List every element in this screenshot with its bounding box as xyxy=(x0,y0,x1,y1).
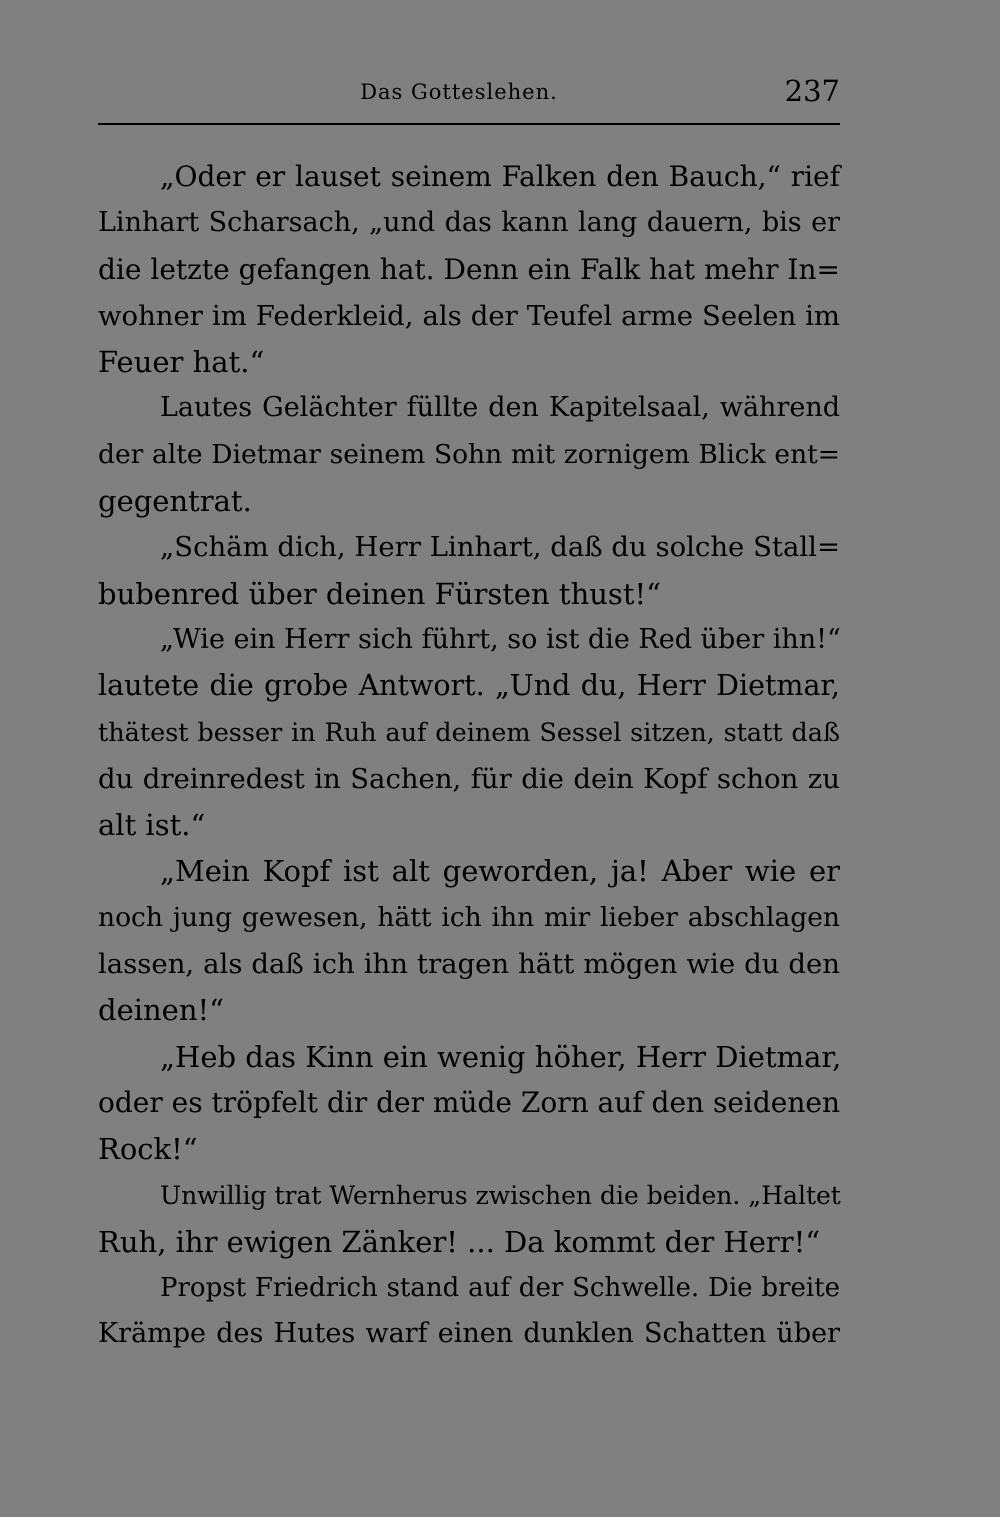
text-line: lassen, als daß ich ihn tragen hätt mögen wie du den xyxy=(98,948,840,981)
text-line: Rock!“ xyxy=(98,1132,198,1167)
running-title: Das Gotteslehen. xyxy=(360,80,558,104)
text-line: der alte Dietmar seinem Sohn mit zornigem Blick ent= xyxy=(98,438,840,470)
text-line: „Oder er lauset seinem Falken den Bauch,“ rief xyxy=(160,160,840,193)
text-line: „Mein Kopf ist alt geworden, ja! Aber wie er xyxy=(160,854,840,889)
text-line: thätest besser in Ruh auf deinem Sessel sitzen, statt daß xyxy=(98,717,840,748)
text-line: lautete die grobe Antwort. „Und du, Herr Dietmar, xyxy=(98,669,840,703)
text-line: bubenred über deinen Fürsten thust!“ xyxy=(98,576,661,611)
text-line: alt ist.“ xyxy=(98,808,206,843)
text-line: wohner im Federkleid, als der Teufel arme Seelen im xyxy=(98,299,840,332)
page-header xyxy=(98,74,840,118)
text-line: gegentrat. xyxy=(98,484,252,519)
text-line: „Heb das Kinn ein wenig höher, Herr Dietmar, xyxy=(160,1039,842,1074)
text-line: „Schäm dich, Herr Linhart, daß du solche Stall= xyxy=(160,531,840,564)
text-line: „Wie ein Herr sich führt, so ist die Red über ihn!“ xyxy=(160,623,841,655)
text-line: Ruh, ihr ewigen Zänker! ... Da kommt der Herr!“ xyxy=(98,1224,821,1259)
text-line: Lautes Gelächter füllte den Kapitelsaal, während xyxy=(160,392,840,424)
text-line: du dreinredest in Sachen, für die dein Kopf schon zu xyxy=(98,762,840,795)
text-line: Feuer hat.“ xyxy=(98,345,265,380)
text-line: Krämpe des Hutes warf einen dunklen Schatten über xyxy=(98,1318,840,1350)
text-line: noch jung gewesen, hätt ich ihn mir lieber abschlagen xyxy=(98,901,840,933)
text-line: deinen!“ xyxy=(98,993,224,1028)
text-line: die letzte gefangen hat. Denn ein Falk hat mehr In= xyxy=(98,252,840,286)
page-number: 237 xyxy=(784,74,840,108)
text-line: oder es tröpfelt dir der müde Zorn auf den seidenen xyxy=(98,1085,840,1119)
text-line: Unwillig trat Wernherus zwischen die beiden. „Haltet xyxy=(160,1180,841,1210)
text-line: Linhart Scharsach, „und das kann lang dauern, bis er xyxy=(98,207,840,239)
text-line: Propst Friedrich stand auf der Schwelle. Die breite xyxy=(160,1273,840,1304)
body-text xyxy=(98,154,840,1358)
header-rule xyxy=(98,123,840,125)
